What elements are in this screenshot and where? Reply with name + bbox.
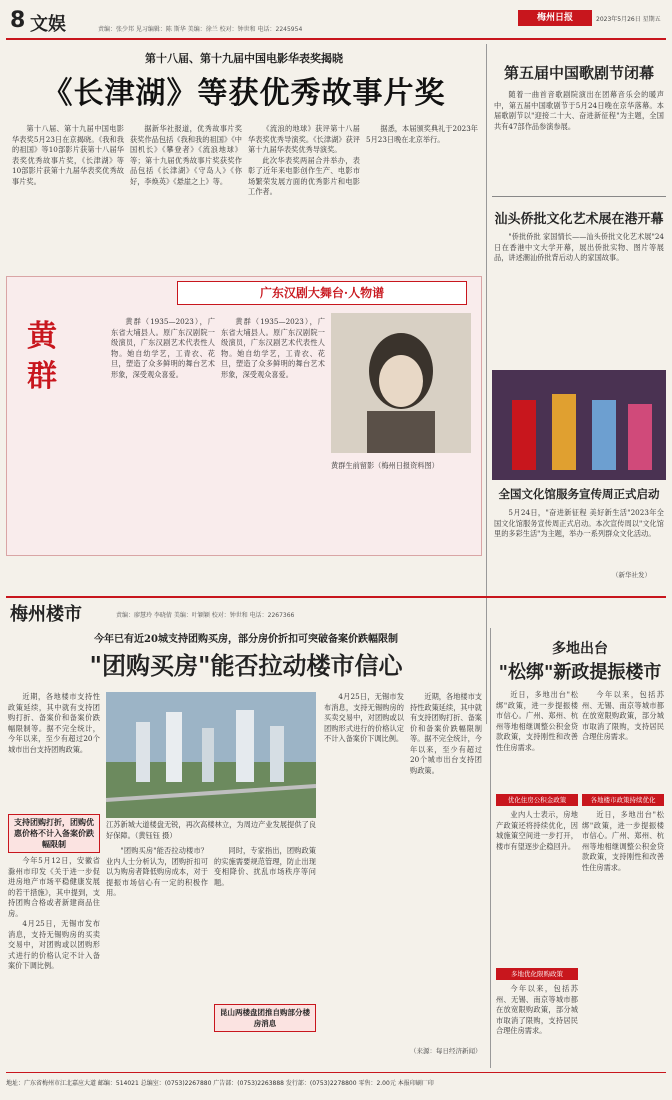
top-headline: 《长津湖》等获优秀故事片奖 — [42, 76, 446, 111]
portrait-photo — [331, 313, 471, 453]
qiaopi-article — [492, 200, 666, 360]
culture-headline: 全国文化馆服务宣传周正式启动 — [498, 487, 660, 501]
culture-article — [492, 484, 666, 594]
group-buy-headline: "团购买房"能否拉动楼市信心 — [89, 651, 403, 680]
policy-headline: "松绑"新政提振楼市 — [498, 662, 662, 683]
top-body-1: 第十八届、第十九届中国电影华表奖5月23日在京揭晓。《我和我的祖国》等10部影片获第十八届华表奖优秀故事片奖，《长津湖》等10部影片获第十九届华表奖优秀故事片奖。 — [12, 124, 124, 186]
bottom-section-title: 梅州楼市 — [10, 604, 82, 625]
portrait-caption: 黄群生前留影（梅州日报资料图） — [331, 461, 439, 470]
city-photo — [106, 692, 316, 818]
group-body-4: "团购买房"能否拉动楼市？业内人士分析认为，团购折扣可以为购房者降低购房成本，对于提振市场信心有一定的积极作用。 — [106, 846, 208, 897]
section-title: 文娱 — [30, 14, 66, 35]
culture-photo — [492, 370, 666, 480]
policy-body-4: 近日，多地出台"松绑"政策，进一步提振楼市信心。广州、郑州、杭州等地相继调整公积金贷款政策，支持刚性和改善性住房需求。 — [582, 810, 664, 872]
policy-article — [494, 628, 666, 1068]
city-photo-caption: 江苏新城大道楼盘无锐，再次高楼林立，为周边产业发展提供了良好保障。（黄钰钰 摄） — [106, 820, 316, 840]
policy-body-5: 今年以来，包括苏州、无锡、南京等城市都在放宽限购政策，部分城市取消了限购，支持居民合理住房需求。 — [496, 984, 578, 1035]
feature-body: 黄群（1935—2023），广东省大埔县人。原广东汉剧院一级演员，广东汉剧艺术代表性人物。她自幼学艺，工青衣、花旦，塑造了众多鲜明的舞台艺术形象，深受观众喜爱。 — [111, 317, 215, 379]
culture-credit: （新华社发） — [612, 571, 651, 579]
feature-column-banner — [177, 281, 467, 305]
bottom-masthead — [6, 600, 666, 624]
policy-body-1: 近日，多地出台"松绑"政策，进一步提振楼市信心。广州、郑州、杭州等地相继调整公积金贷款政策，支持刚性和改善性住房需求。 — [496, 690, 578, 752]
group-subhead-1: 支持团购打折，团购优惠价格不计入备案价跌幅限制 — [8, 814, 100, 853]
group-body-2: 今年5月12日，安徽省滁州市印发《关于进一步促进房地产市场平稳健康发展的若干措施》，其中提到，支持团购合格或者新建商品住房。 — [8, 856, 100, 918]
qiaopi-headline: 汕头侨批文化艺术展在港开幕 — [494, 212, 664, 227]
group-body-7: 近期，各地楼市支持性政策延续，其中就有支持团购打折、备案价和备案价跌幅限制等。据不完全统计，今年以来，至少有超过20个城市出台支持团购政策。 — [410, 692, 482, 775]
policy-body-2: 今年以来，包括苏州、无锡、南京等城市都在放宽限购政策，部分城市取消了限购，支持居民合理住房需求。 — [582, 690, 664, 741]
top-body-4: 此次华表奖两届合并举办，表彰了近年来电影创作生产、电影市场繁荣发展方面的优秀影片和电影工作者。 — [248, 155, 360, 196]
editor-line: 责编：张少邦 见习编辑：陈 斯华 美编：徐兰 校对：钟世和 电话：2245954 — [98, 26, 303, 33]
group-body-5: 同时，专家指出，团购政策的实施需要规范管理，防止出现变相降价、扰乱市场秩序等问题。 — [214, 846, 316, 887]
feature-body-cont: 黄群（1935—2023），广东省大埔县人。原广东汉剧院一级演员，广东汉剧艺术代表性人物。她自幼学艺，工青衣、花旦，塑造了众多鲜明的舞台艺术形象，深受观众喜爱。 — [221, 317, 325, 379]
group-buy-article — [6, 628, 486, 1068]
date-line: 2023年5月26日 星期五 — [596, 16, 661, 23]
top-article — [6, 44, 482, 274]
masthead — [6, 6, 666, 36]
top-body-3: 《流浪的地球》获评第十八届华表奖优秀导演奖。《长津湖》获评第十九届华表奖优秀导演奖。 — [248, 124, 360, 154]
portrait-feature — [6, 276, 482, 556]
culture-body: 5月24日，"奋进新征程 美好新生活"2023年全国文化馆服务宣传周正式启动。本次宣传周以"文化馆里的多彩生活"为主题，举办一系列群众文化活动。 — [494, 508, 664, 538]
group-body-3: 4月25日，无锡市发布消息，支持无锡购房的买卖交易中，对团购或以团购形式进行的价格认定不计入备案价下调比例。 — [8, 919, 100, 970]
opera-headline: 第五届中国歌剧节闭幕 — [503, 64, 654, 82]
policy-tag-1: 优化住房公积金政策 — [496, 794, 578, 806]
qiaopi-body: "侨批侨批 家国情长——汕头侨批文化艺术展"24日在香港中文大学开幕，展出侨批实物、图片等展品，讲述潮汕侨批背后动人的家国故事。 — [494, 232, 664, 262]
group-buy-kicker: 今年已有近20城支持团购买房，部分房价折扣可突破备案价跌幅限制 — [94, 634, 398, 645]
feature-column-title: 广东汉剧大舞台·人物谱 — [259, 286, 385, 300]
opera-body: 随着一曲首音歌剧院演出在团幕音乐会的暖声中，第五届中国歌剧节于5月24日晚在京华落幕。本届歌剧节以"迎接二十大、奋进新征程"为主题，全国共有47部作品参演参展。 — [494, 90, 664, 131]
top-kicker: 第十八届、第十九届中国电影华表奖揭晓 — [145, 52, 343, 65]
policy-tag-3: 各地楼市政策持续优化 — [582, 794, 664, 806]
feature-name: 黄群 — [27, 319, 57, 394]
policy-tag-2: 多地优化限购政策 — [496, 968, 578, 980]
policy-body-3: 业内人士表示，房地产政策还将持续优化，因城施策空间进一步打开，楼市有望逐步企稳回升。 — [496, 810, 578, 851]
group-source: （来源：每日经济新闻） — [410, 1047, 482, 1055]
group-body-1: 近期，各地楼市支持性政策延续，其中就有支持团购打折、备案价和备案价跌幅限制等。据不完全统计，今年以来，至少有超过20个城市出台支持团购政策。 — [8, 692, 100, 754]
page-number: 8 — [10, 8, 26, 33]
bottom-editor-line: 责编：廖慧玲 李晓倩 美编：叶颖颖 校对：钟世和 电话：2267366 — [116, 612, 295, 619]
policy-kicker: 多地出台 — [552, 641, 608, 657]
top-body-2: 据新华社报道，优秀故事片奖获奖作品包括《我和我的祖国》《中国机长》《攀登者》《流浪地球》等；第十九届优秀故事片奖获奖作品包括《长津湖》《守岛人》《你好，李焕英》《悬崖之上》等。 — [130, 124, 242, 186]
group-subhead-2: 昆山两楼盘团推自购部分楼房消息 — [214, 1004, 316, 1032]
paper-name: 梅州日报 — [536, 13, 573, 23]
footer: 地址：广东省梅州市江北嘉应大道 邮编：514021 总编室：(0753)2267880 广告部：(0753)2263888 发行部：(0753)2278800 零售：2.00元 本报印刷厂印 — [6, 1080, 434, 1087]
newspaper-logo — [518, 10, 592, 26]
top-body-5: 据悉，本届颁奖典礼于2023年5月23日晚在北京举行。 — [366, 124, 478, 144]
group-body-6: 4月25日，无锡市发布消息，支持无锡购房的买卖交易中，对团购或以团购形式进行的价格认定不计入备案价下调比例。 — [324, 692, 404, 743]
